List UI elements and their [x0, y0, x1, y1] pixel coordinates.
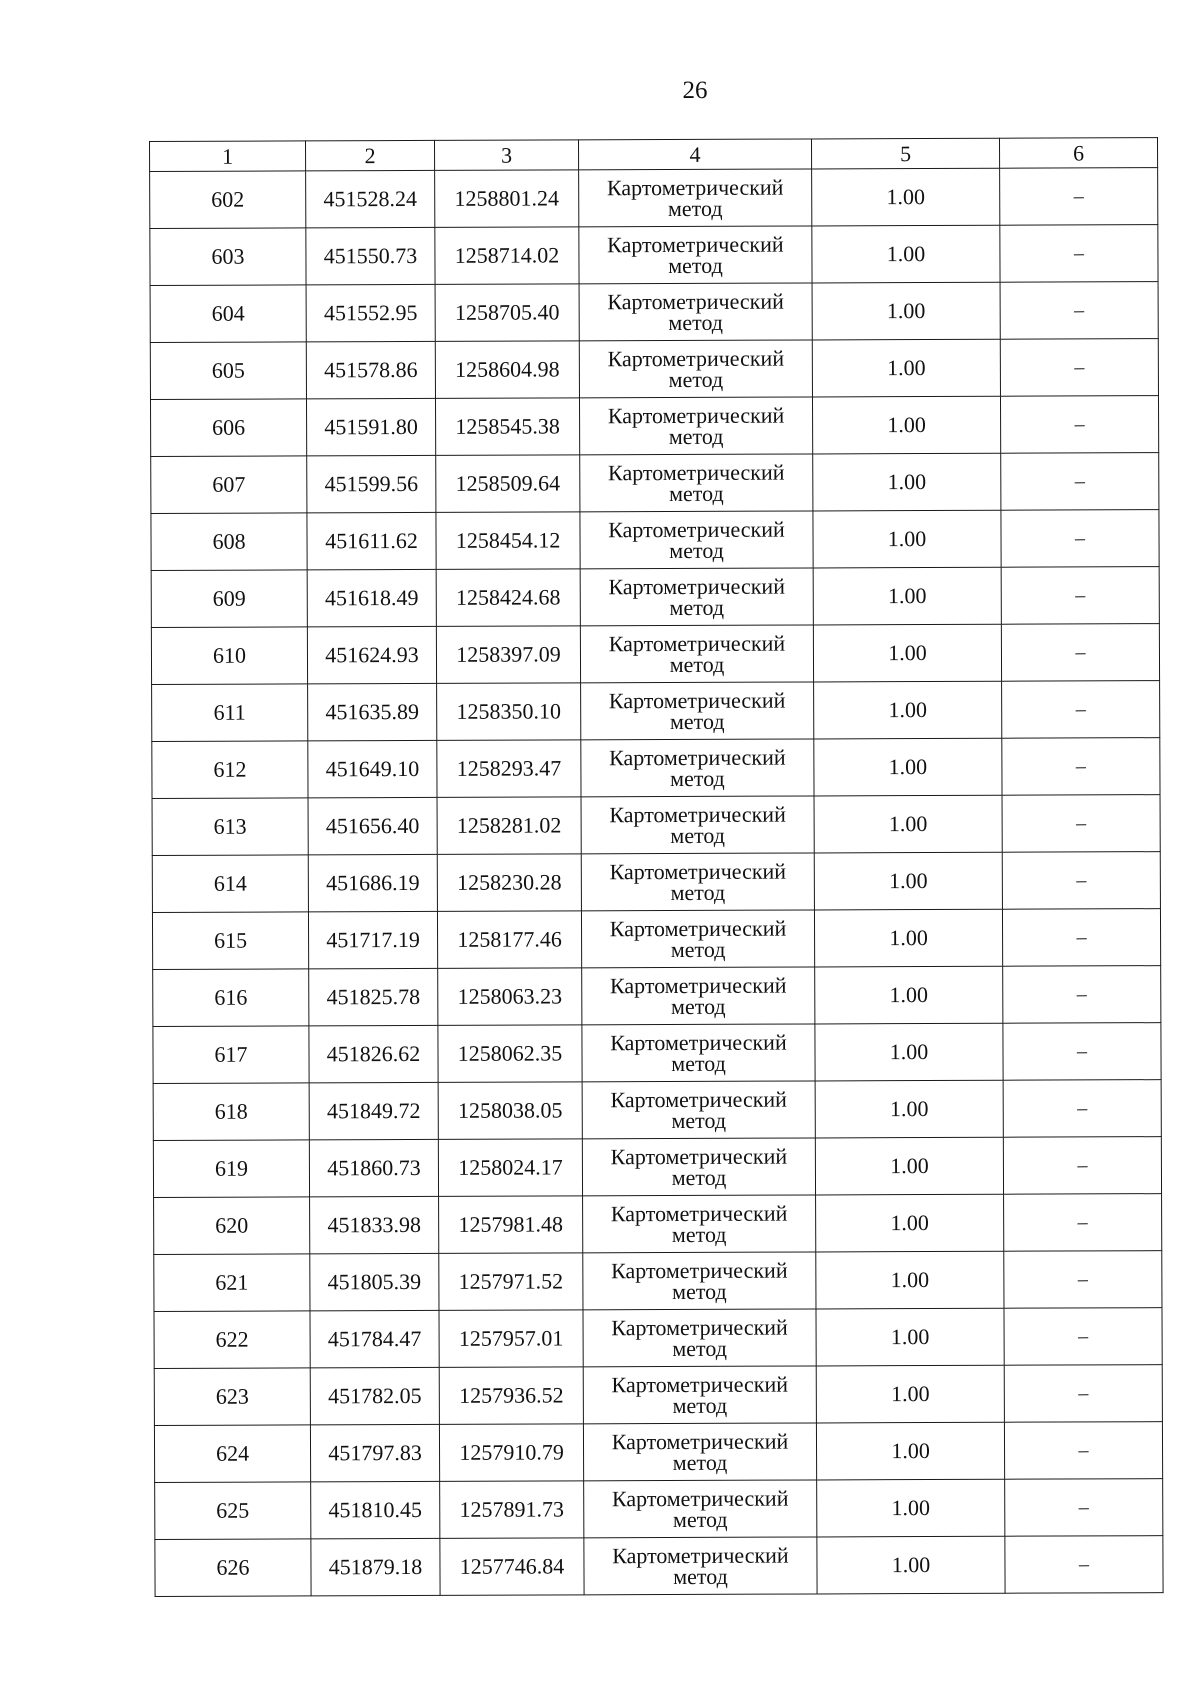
cell-y-coordinate: 1258177.46 [437, 911, 581, 969]
column-header-3: 3 [434, 140, 578, 171]
method-line-1: Картометрический [608, 516, 785, 543]
cell-note: – [1001, 567, 1159, 625]
cell-x-coordinate: 451849.72 [309, 1082, 438, 1139]
cell-x-coordinate: 451618.49 [307, 569, 436, 626]
cell-method [581, 853, 814, 911]
cell-method [580, 454, 813, 512]
cell-x-coordinate: 451826.62 [309, 1025, 438, 1082]
cell-method [579, 397, 812, 455]
table-row [152, 681, 1160, 742]
cell-accuracy: 1.00 [813, 624, 1001, 682]
cell-accuracy: 1.00 [816, 1194, 1004, 1252]
table-row [152, 909, 1160, 970]
cell-y-coordinate: 1258397.09 [436, 626, 580, 684]
cell-note: – [1005, 1479, 1163, 1537]
cell-method [584, 1537, 817, 1595]
cell-accuracy: 1.00 [812, 282, 1000, 340]
method-line-1: Картометрический [609, 972, 787, 999]
cell-accuracy: 1.00 [813, 453, 1001, 511]
cell-x-coordinate: 451528.24 [306, 170, 435, 227]
cell-method [582, 1138, 815, 1196]
cell-point-number: 612 [152, 741, 308, 799]
cell-method [582, 1024, 815, 1082]
cell-method [581, 739, 814, 797]
cell-point-number: 610 [151, 627, 307, 685]
cell-method [580, 511, 813, 569]
cell-x-coordinate: 451797.83 [310, 1424, 439, 1481]
cell-point-number: 609 [151, 570, 307, 628]
cell-note: – [1002, 681, 1160, 739]
method-line-1: Картометрический [610, 1086, 787, 1113]
table-row [150, 339, 1158, 400]
method-line-2: метод [670, 765, 725, 792]
cell-x-coordinate: 451624.93 [307, 626, 436, 683]
cell-x-coordinate: 451879.18 [311, 1538, 440, 1595]
cell-point-number: 606 [150, 399, 306, 457]
cell-method [581, 910, 814, 968]
table-row [152, 852, 1160, 913]
cell-accuracy: 1.00 [816, 1365, 1004, 1423]
method-line-2: метод [671, 1164, 727, 1191]
cell-accuracy: 1.00 [814, 738, 1002, 796]
cell-y-coordinate: 1257957.01 [439, 1310, 583, 1368]
method-line-1: Картометрический [608, 687, 786, 714]
cell-note: – [1000, 225, 1158, 283]
cell-method [579, 340, 812, 398]
cell-accuracy: 1.00 [814, 795, 1002, 853]
method-line-1: Картометрический [609, 744, 786, 771]
method-line-2: метод [669, 594, 725, 621]
method-line-1: Картометрический [607, 231, 784, 258]
column-header-1: 1 [150, 141, 306, 172]
cell-method [581, 682, 814, 740]
cell-x-coordinate: 451717.19 [308, 911, 437, 968]
method-line-1: Картометрический [608, 630, 786, 657]
cell-x-coordinate: 451810.45 [311, 1481, 440, 1538]
table-row [150, 225, 1158, 286]
cell-y-coordinate: 1258454.12 [436, 512, 580, 570]
table-row [155, 1479, 1163, 1540]
method-line-2: метод [669, 651, 725, 678]
cell-point-number: 624 [154, 1425, 310, 1483]
cell-accuracy: 1.00 [816, 1422, 1004, 1480]
cell-accuracy: 1.00 [812, 339, 1000, 397]
method-line-1: Картометрический [609, 858, 787, 885]
cell-method [583, 1366, 816, 1424]
cell-note: – [1002, 909, 1160, 967]
cell-point-number: 620 [154, 1197, 310, 1255]
cell-method [579, 283, 812, 341]
header-row [150, 138, 1158, 172]
cell-point-number: 608 [151, 513, 307, 571]
cell-x-coordinate: 451805.39 [310, 1253, 439, 1310]
cell-note: – [1003, 1080, 1161, 1138]
cell-x-coordinate: 451686.19 [308, 854, 437, 911]
cell-y-coordinate: 1258024.17 [438, 1139, 582, 1197]
page-number: 26 [682, 77, 708, 104]
table-header [150, 138, 1158, 172]
cell-point-number: 604 [150, 285, 306, 343]
method-line-1: Картометрический [611, 1428, 789, 1455]
method-line-1: Картометрический [611, 1257, 788, 1284]
cell-point-number: 617 [153, 1026, 309, 1084]
cell-y-coordinate: 1258230.28 [437, 854, 581, 912]
cell-x-coordinate: 451782.05 [310, 1367, 439, 1424]
cell-method [579, 226, 812, 284]
cell-x-coordinate: 451591.80 [306, 398, 435, 455]
cell-accuracy: 1.00 [816, 1251, 1004, 1309]
cell-accuracy: 1.00 [814, 681, 1002, 739]
cell-x-coordinate: 451649.10 [308, 740, 437, 797]
cell-y-coordinate: 1258424.68 [436, 569, 580, 627]
cell-y-coordinate: 1257936.52 [439, 1367, 583, 1425]
table-row [150, 282, 1158, 343]
cell-point-number: 614 [152, 855, 308, 913]
cell-accuracy: 1.00 [815, 966, 1003, 1024]
method-line-2: метод [672, 1335, 727, 1361]
method-line-1: Картометрический [611, 1371, 789, 1398]
cell-method [582, 1081, 815, 1139]
method-line-2: метод [667, 195, 723, 222]
cell-method [583, 1195, 816, 1253]
cell-x-coordinate: 451784.47 [310, 1310, 439, 1367]
method-line-2: метод [669, 537, 724, 564]
cell-x-coordinate: 451833.98 [310, 1196, 439, 1253]
cell-method [581, 796, 814, 854]
cell-method [583, 1423, 816, 1481]
table-row [153, 966, 1161, 1027]
cell-method [579, 169, 812, 227]
cell-x-coordinate: 451552.95 [306, 284, 435, 341]
method-line-2: метод [668, 252, 723, 279]
method-line-1: Картометрический [610, 1143, 788, 1170]
method-line-1: Картометрический [610, 1029, 787, 1056]
cell-method [583, 1309, 816, 1367]
method-line-2: метод [669, 708, 725, 735]
cell-method [582, 967, 815, 1025]
table-row [151, 510, 1159, 571]
method-line-2: метод [668, 309, 724, 336]
cell-y-coordinate: 1258714.02 [435, 227, 579, 285]
cell-method [580, 568, 813, 626]
cell-note: – [1002, 852, 1160, 910]
table-row [154, 1365, 1162, 1426]
cell-note: – [1000, 282, 1158, 340]
cell-x-coordinate: 451550.73 [306, 227, 435, 284]
table-row [154, 1308, 1162, 1369]
table-row [154, 1422, 1162, 1483]
cell-point-number: 621 [154, 1254, 310, 1312]
cell-y-coordinate: 1258705.40 [435, 284, 579, 342]
cell-accuracy: 1.00 [814, 909, 1002, 967]
cell-y-coordinate: 1258281.02 [437, 797, 581, 855]
method-line-1: Картометрический [607, 345, 785, 372]
table-body [150, 168, 1163, 1597]
table-row [152, 795, 1160, 856]
table-row [153, 1137, 1161, 1198]
cell-accuracy: 1.00 [812, 225, 1000, 283]
table-row [151, 453, 1159, 514]
cell-note: – [1001, 624, 1159, 682]
table-row [153, 1023, 1161, 1084]
method-line-2: метод [668, 423, 724, 450]
table-row [154, 1251, 1162, 1312]
cell-point-number: 618 [153, 1083, 309, 1141]
method-line-1: Картометрический [609, 915, 787, 942]
column-header-2: 2 [306, 140, 435, 170]
column-header-4: 4 [578, 139, 811, 170]
cell-accuracy: 1.00 [816, 1308, 1004, 1366]
cell-point-number: 625 [155, 1482, 311, 1540]
cell-method [584, 1480, 817, 1538]
cell-y-coordinate: 1258604.98 [435, 341, 579, 399]
cell-point-number: 605 [150, 342, 306, 400]
method-line-2: метод [670, 936, 726, 963]
cell-point-number: 615 [152, 912, 308, 970]
cell-note: – [1004, 1308, 1162, 1366]
cell-point-number: 626 [155, 1539, 311, 1597]
column-header-5: 5 [811, 138, 999, 169]
table-row [151, 624, 1159, 685]
table-row [150, 168, 1158, 229]
cell-point-number: 616 [153, 969, 309, 1027]
cell-accuracy: 1.00 [812, 396, 1000, 454]
method-line-2: метод [668, 366, 724, 393]
cell-x-coordinate: 451656.40 [308, 797, 437, 854]
cell-y-coordinate: 1258063.23 [438, 968, 582, 1026]
cell-note: – [1002, 795, 1160, 853]
cell-y-coordinate: 1257981.48 [439, 1196, 583, 1254]
method-line-2: метод [669, 480, 724, 507]
method-line-1: Картометрический [607, 402, 785, 429]
method-line-1: Картометрический [610, 1200, 788, 1227]
method-line-2: метод [673, 1563, 728, 1589]
method-line-1: Картометрический [612, 1542, 789, 1569]
table-row [153, 1080, 1161, 1141]
method-line-2: метод [672, 1506, 728, 1532]
cell-accuracy: 1.00 [813, 567, 1001, 625]
table-row [151, 567, 1159, 628]
cell-point-number: 619 [153, 1140, 309, 1198]
cell-note: – [1000, 339, 1158, 397]
cell-note: – [1003, 1023, 1161, 1081]
method-line-1: Картометрический [607, 459, 785, 486]
cell-note: – [1001, 510, 1159, 568]
method-line-1: Картометрический [608, 573, 785, 600]
cell-accuracy: 1.00 [815, 1023, 1003, 1081]
method-line-1: Картометрический [611, 1485, 789, 1512]
cell-x-coordinate: 451611.62 [307, 512, 436, 569]
method-line-2: метод [671, 1221, 727, 1248]
cell-note: – [1003, 1137, 1161, 1195]
cell-y-coordinate: 1257910.79 [439, 1424, 583, 1482]
cell-note: – [1004, 1251, 1162, 1309]
cell-y-coordinate: 1257746.84 [440, 1538, 584, 1596]
cell-point-number: 611 [152, 684, 308, 742]
table-row [152, 738, 1160, 799]
cell-accuracy: 1.00 [815, 1080, 1003, 1138]
cell-point-number: 607 [151, 456, 307, 514]
cell-method [580, 625, 813, 683]
cell-x-coordinate: 451860.73 [309, 1139, 438, 1196]
cell-y-coordinate: 1258062.35 [438, 1025, 582, 1083]
cell-accuracy: 1.00 [815, 1137, 1003, 1195]
cell-accuracy: 1.00 [813, 510, 1001, 568]
cell-point-number: 623 [154, 1368, 310, 1426]
cell-y-coordinate: 1258038.05 [438, 1082, 582, 1140]
method-line-2: метод [672, 1392, 728, 1418]
cell-note: – [1004, 1422, 1162, 1480]
method-line-2: метод [670, 879, 726, 906]
cell-accuracy: 1.00 [817, 1479, 1005, 1537]
cell-x-coordinate: 451578.86 [306, 341, 435, 398]
method-line-2: метод [672, 1449, 728, 1475]
cell-accuracy: 1.00 [814, 852, 1002, 910]
cell-x-coordinate: 451825.78 [309, 968, 438, 1025]
cell-x-coordinate: 451599.56 [307, 455, 436, 512]
cell-note: – [1002, 738, 1160, 796]
table-row [154, 1194, 1162, 1255]
cell-y-coordinate: 1257891.73 [440, 1481, 584, 1539]
cell-x-coordinate: 451635.89 [308, 683, 437, 740]
table-row [150, 396, 1158, 457]
cell-note: – [1004, 1365, 1162, 1423]
cell-point-number: 602 [150, 171, 306, 229]
method-line-2: метод [670, 993, 726, 1020]
coordinates-table [149, 137, 1164, 1597]
method-line-1: Картометрический [611, 1314, 788, 1341]
cell-accuracy: 1.00 [817, 1536, 1005, 1594]
cell-point-number: 603 [150, 228, 306, 286]
column-header-6: 6 [999, 138, 1157, 169]
cell-point-number: 613 [152, 798, 308, 856]
cell-method [583, 1252, 816, 1310]
cell-accuracy: 1.00 [812, 168, 1000, 226]
cell-y-coordinate: 1258509.64 [436, 455, 580, 513]
cell-note: – [1000, 168, 1158, 226]
method-line-2: метод [670, 822, 725, 849]
method-line-2: метод [672, 1278, 727, 1304]
cell-y-coordinate: 1258545.38 [435, 398, 579, 456]
method-line-1: Картометрический [606, 174, 784, 201]
method-line-2: метод [671, 1107, 727, 1134]
cell-point-number: 622 [154, 1311, 310, 1369]
cell-y-coordinate: 1258293.47 [437, 740, 581, 798]
method-line-1: Картометрический [609, 801, 786, 828]
cell-note: – [1004, 1194, 1162, 1252]
method-line-2: метод [671, 1050, 726, 1077]
cell-y-coordinate: 1258801.24 [435, 170, 579, 228]
cell-y-coordinate: 1257971.52 [439, 1253, 583, 1311]
table-row [155, 1536, 1163, 1597]
method-line-1: Картометрический [607, 288, 784, 315]
cell-note: – [1005, 1536, 1163, 1594]
cell-note: – [1003, 966, 1161, 1024]
cell-y-coordinate: 1258350.10 [437, 683, 581, 741]
cell-note: – [1001, 453, 1159, 511]
cell-note: – [1000, 396, 1158, 454]
